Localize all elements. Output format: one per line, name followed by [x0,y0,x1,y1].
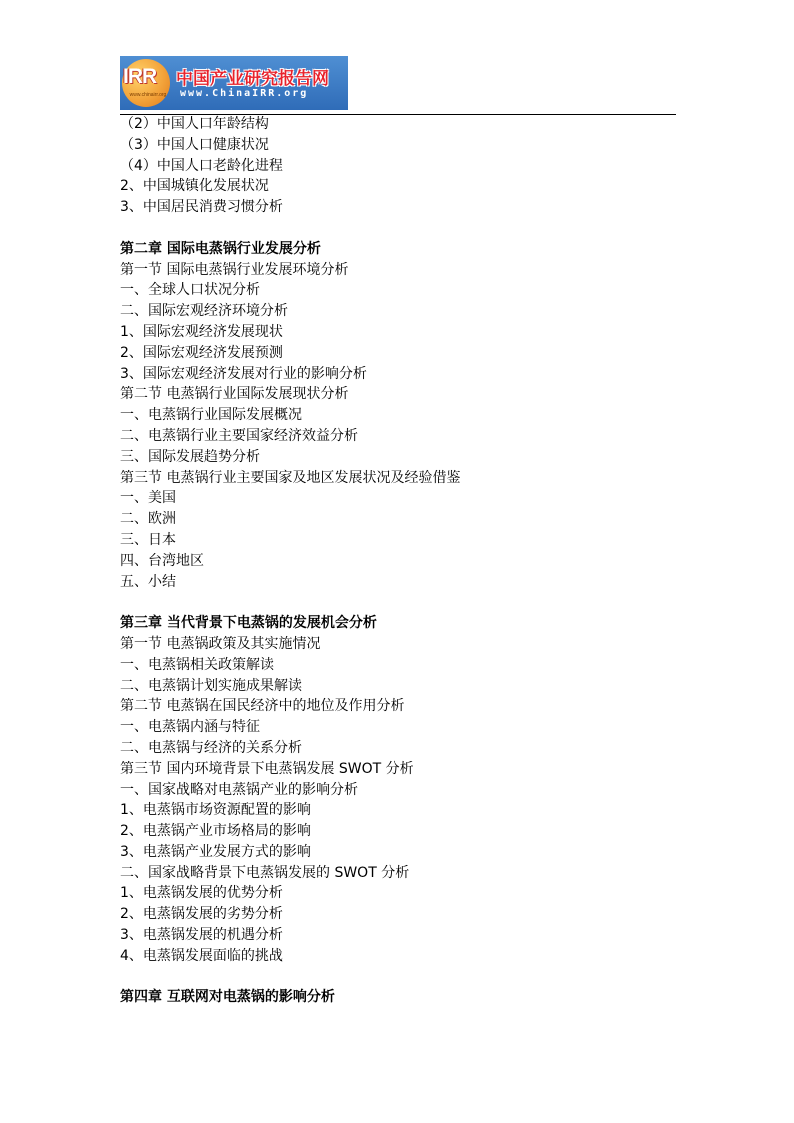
toc-item: 二、国际宏观经济环境分析 [120,303,288,320]
company-logo [120,56,348,110]
spacer [120,592,720,613]
toc-item: （2）中国人口年龄结构 [120,116,269,132]
logo-small-text: www.chinairr.org [129,92,167,98]
toc-item: 3、中国居民消费习惯分析 [120,199,283,216]
toc-item: 三、国际发展趋势分析 [120,448,260,465]
toc-item: 第一节 电蒸锅政策及其实施情况 [120,635,321,652]
toc-item: 第三节 电蒸锅行业主要国家及地区发展状况及经验借鉴 [120,469,461,486]
toc-item: 1、电蒸锅市场资源配置的影响 [120,802,311,819]
toc-item: 一、电蒸锅行业国际发展概况 [120,407,302,424]
spacer [120,967,720,988]
toc-item: 三、日本 [120,531,176,548]
toc-item: 1、国际宏观经济发展现状 [120,323,283,340]
toc-item: 一、电蒸锅内涵与特征 [120,719,260,736]
toc-item: 第二节 电蒸锅在国民经济中的地位及作用分析 [120,698,405,715]
toc-item: 1、电蒸锅发展的优势分析 [120,885,283,902]
toc-item: 第一节 国际电蒸锅行业发展环境分析 [120,261,349,278]
toc-item: （4）中国人口老龄化进程 [120,157,283,174]
toc-item: 3、电蒸锅发展的机遇分析 [120,927,283,944]
toc-item: （3）中国人口健康状况 [120,136,269,153]
toc-item: 2、电蒸锅产业市场格局的影响 [120,823,311,840]
toc-item: 二、电蒸锅计划实施成果解读 [120,677,302,694]
chapter-heading: 第二章 国际电蒸锅行业发展分析 [120,240,321,257]
toc-item: 一、美国 [120,490,176,507]
toc-item: 2、国际宏观经济发展预测 [120,344,283,361]
toc-item: 二、电蒸锅与经济的关系分析 [120,739,302,756]
toc-item: 3、电蒸锅产业发展方式的影响 [120,843,311,860]
toc-item: 二、国家战略背景下电蒸锅发展的 SWOT 分析 [120,864,410,881]
toc-item: 4、电蒸锅发展面临的挑战 [120,947,283,964]
site-name: 中国产业研究报告网 [176,69,329,89]
toc-item: 二、欧洲 [120,511,176,528]
logo-abbr: IRR [123,65,157,88]
toc-item: 二、电蒸锅行业主要国家经济效益分析 [120,427,358,444]
toc-item: 一、全球人口状况分析 [120,282,260,299]
toc-item: 一、电蒸锅相关政策解读 [120,656,274,673]
chapter-heading: 第四章 互联网对电蒸锅的影响分析 [120,989,335,1006]
toc-item: 五、小结 [120,573,176,590]
table-of-contents [120,114,720,1008]
toc-item: 2、中国城镇化发展状况 [120,178,269,195]
toc-item: 第二节 电蒸锅行业国际发展现状分析 [120,386,349,403]
toc-item: 第三节 国内环境背景下电蒸锅发展 SWOT 分析 [120,760,414,777]
toc-item: 3、国际宏观经济发展对行业的影响分析 [120,365,367,382]
toc-item: 一、国家战略对电蒸锅产业的影响分析 [120,781,358,798]
toc-item: 2、电蒸锅发展的劣势分析 [120,906,283,923]
page-header [120,56,676,115]
spacer [120,218,720,239]
chapter-heading: 第三章 当代背景下电蒸锅的发展机会分析 [120,615,377,632]
toc-item: 四、台湾地区 [120,552,204,569]
site-url: www.ChinaIRR.org [180,88,309,99]
